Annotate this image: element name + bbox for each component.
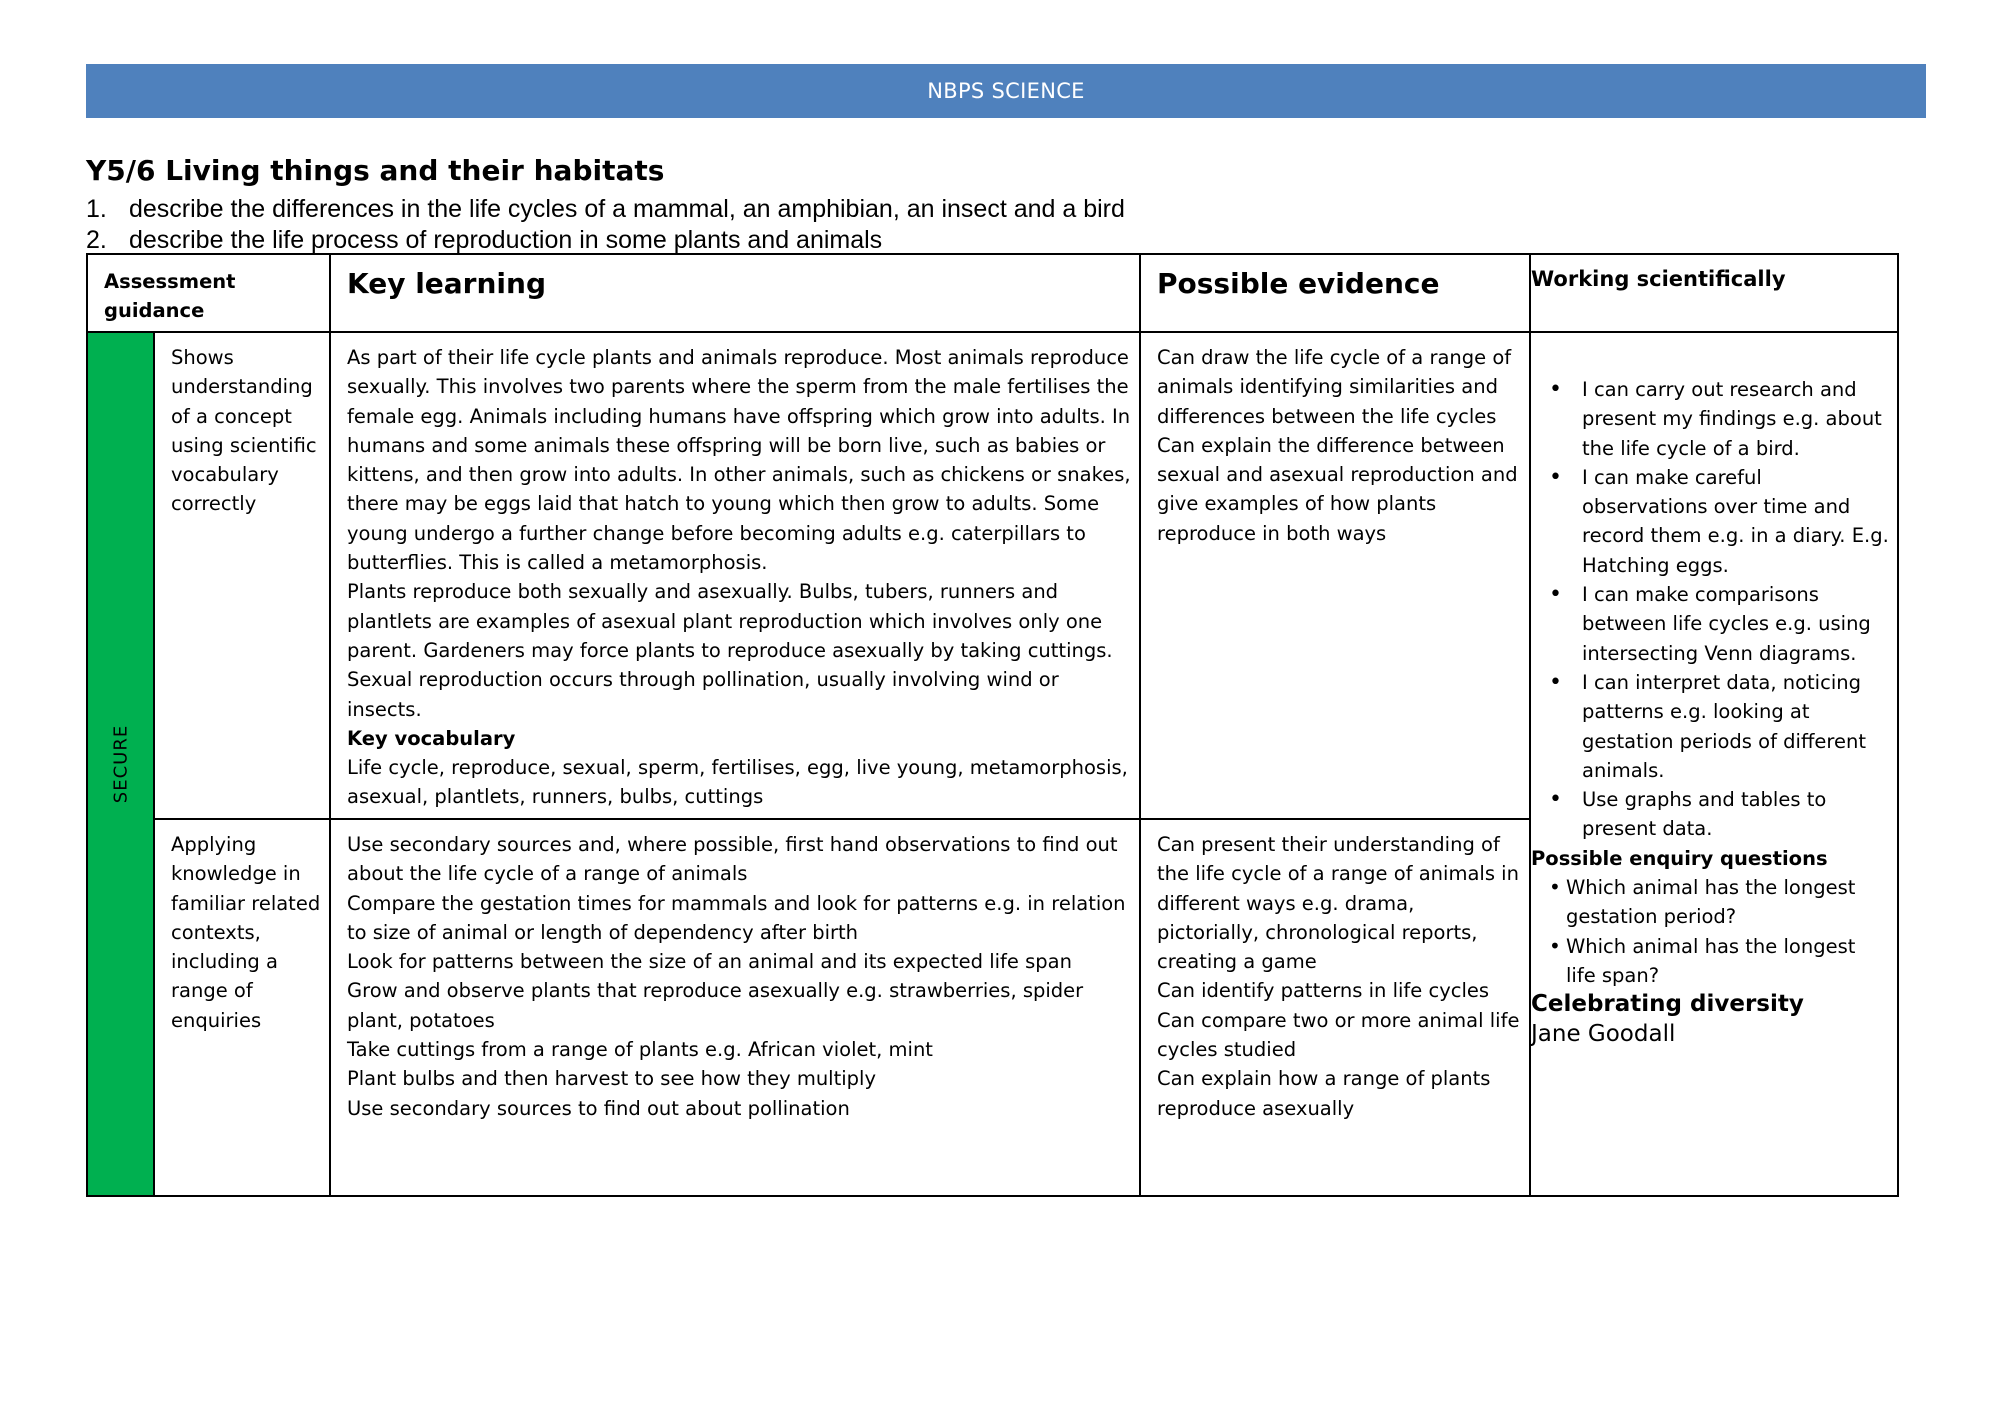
key-vocabulary-list: Life cycle, reproduce, sexual, sperm, fertilises, egg, live young, metamorphosis, asexual, plantlets, runners, bulbs, cuttings <box>347 756 1128 809</box>
objective-item <box>86 225 1125 256</box>
key-learning-line: Use secondary sources and, where possible, first hand observations to find out about the life cycle of a range of animals <box>347 833 1118 886</box>
evidence-item: Can present their understanding of the life cycle of a range of animals in different ways e.g. drama, pictorially, chronological reports, creating a game <box>1157 833 1519 974</box>
guidance-text: Applying knowledge in familiar related contexts, including a range of enquiries <box>171 833 321 1032</box>
evidence-item: Can identify patterns in life cycles <box>1157 979 1490 1003</box>
secure-label: SECURE <box>109 724 131 804</box>
objective-text: describe the differences in the life cycles of a mammal, an amphibian, an insect and a bird <box>129 195 1125 223</box>
list-item: • I can interpret data, noticing patterns e.g. looking at gestation periods of different animals. <box>1531 668 1889 785</box>
enquiry-questions-heading: Possible enquiry questions <box>1531 846 1828 870</box>
page-title: Y5/6 Living things and their habitats <box>86 154 665 187</box>
evidence-item: Can draw the life cycle of a range of animals identifying similarities and differences between the life cycles <box>1157 346 1512 428</box>
banner-title: NBPS SCIENCE <box>927 79 1085 103</box>
list-item: • I can make careful observations over time and record them e.g. in a diary. E.g. Hatching eggs. <box>1531 463 1889 580</box>
key-vocabulary-heading: Key vocabulary <box>347 726 516 750</box>
objective-item <box>86 194 1125 225</box>
working-scientifically-cell <box>1530 332 1898 1196</box>
list-item: • I can make comparisons between life cycles e.g. using intersecting Venn diagrams. <box>1531 580 1889 668</box>
celebrating-diversity-heading: Celebrating diversity <box>1531 991 1804 1018</box>
table-row <box>87 332 1898 819</box>
key-learning-paragraph: As part of their life cycle plants and animals reproduce. Most animals reproduce sexually. This involves two parents where the sperm from the male fertilises the female egg. Animals including humans have offspring which grow into adults. In humans and some animals these offspring will be born live, such as babies or kittens, and then grow into adults. In other animals, such as chickens or snakes, there may be eggs laid that hatch to young which then grow to adults. Some young undergo a further change before becoming adults e.g. caterpillars to butterflies. This is called a metamorphosis. <box>347 346 1131 575</box>
list-item: • I can carry out research and present my findings e.g. about the life cycle of a bird. <box>1531 375 1889 463</box>
evidence-cell <box>1140 332 1530 819</box>
guidance-text: Shows understanding of a concept using scientific vocabulary correctly <box>171 346 317 516</box>
header-possible-evidence: Possible evidence <box>1140 254 1530 332</box>
evidence-item: Can explain the difference between sexual and asexual reproduction and give examples of how plants reproduce in both ways <box>1157 433 1518 545</box>
evidence-item: Can compare two or more animal life cycles studied <box>1157 1008 1520 1062</box>
key-learning-line: Look for patterns between the size of an animal and its expected life span <box>347 950 1072 974</box>
objective-number: 1. <box>86 195 107 223</box>
header-assessment-guidance: Assessment guidance <box>87 254 330 332</box>
key-learning-line: Plant bulbs and then harvest to see how they multiply <box>347 1067 877 1091</box>
celebrating-diversity-name: Jane Goodall <box>1531 1020 1676 1047</box>
key-learning-line: Compare the gestation times for mammals and look for patterns e.g. in relation to size of animal or length of dependency after birth <box>347 891 1126 944</box>
key-learning-line: Grow and observe plants that reproduce asexually e.g. strawberries, spider plant, potatoes <box>347 979 1084 1032</box>
objective-text: describe the life process of reproduction in some plants and animals <box>129 226 883 254</box>
guidance-cell <box>154 332 330 819</box>
list-item: • Use graphs and tables to present data. <box>1531 785 1889 844</box>
enquiry-questions-list <box>1531 873 1889 990</box>
key-learning-cell <box>330 819 1140 1196</box>
list-item: • Which animal has the longest gestation period? <box>1531 873 1889 932</box>
assessment-table <box>86 253 1899 1197</box>
key-learning-paragraph: Plants reproduce both sexually and asexually. Bulbs, tubers, runners and plantlets are examples of asexual plant reproduction which involves only one parent. Gardeners may force plants to reproduce asexually by taking cuttings. Sexual reproduction occurs through pollination, usually involving wind or insects. <box>347 580 1113 721</box>
header-key-learning: Key learning <box>330 254 1140 332</box>
objectives-list <box>86 194 1125 256</box>
guidance-cell <box>154 819 330 1196</box>
key-learning-cell <box>330 332 1140 819</box>
header-banner <box>86 64 1926 118</box>
evidence-item: Can explain how a range of plants reproduce asexually <box>1157 1067 1491 1120</box>
working-scientifically-list <box>1531 375 1889 844</box>
key-learning-line: Use secondary sources to find out about pollination <box>347 1096 850 1120</box>
table-header-row <box>87 254 1898 332</box>
key-learning-line: Take cuttings from a range of plants e.g. African violet, mint <box>347 1038 933 1062</box>
secure-level-cell <box>87 332 154 1196</box>
list-item: • Which animal has the longest life span? <box>1531 932 1889 991</box>
evidence-cell <box>1140 819 1530 1196</box>
header-working-scientifically: Working scientifically <box>1530 254 1898 332</box>
objective-number: 2. <box>86 226 107 254</box>
